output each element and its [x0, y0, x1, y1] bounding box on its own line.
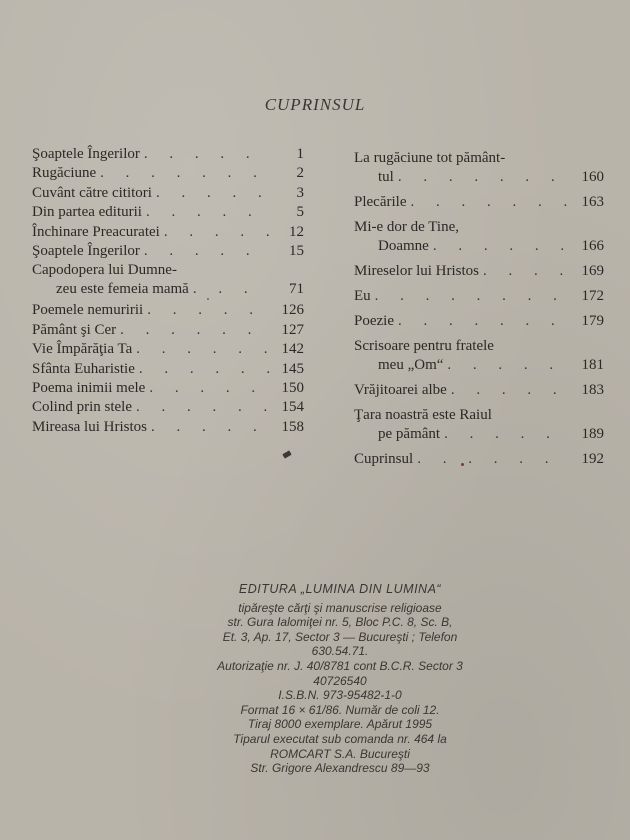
- toc-entry-page: 145: [281, 360, 304, 377]
- toc-entry-title: Poemele nemuririi: [32, 302, 144, 319]
- toc-entry: [32, 261, 304, 299]
- imprint-line: Str. Grigore Alexandrescu 89—93: [250, 761, 430, 776]
- paper-speck: [461, 463, 464, 466]
- toc-entry-page: 192: [581, 451, 604, 467]
- toc-entry: [32, 164, 304, 183]
- publisher-imprint: [150, 582, 530, 776]
- toc-entry: [354, 287, 604, 306]
- toc-entry-page: 12: [289, 223, 304, 240]
- toc-entry-title: Din partea editurii: [32, 204, 142, 221]
- imprint-line: ROMCART S.A. Bucureşti: [270, 746, 410, 761]
- toc-entry-page: 158: [281, 418, 304, 435]
- toc-entry-title: Vrăjitoarei albe: [354, 382, 447, 398]
- toc-entry-page: 142: [281, 341, 304, 358]
- toc-entry-page: 1: [296, 146, 304, 162]
- toc-entry-title: Scrisoare pentru fratele: [354, 338, 494, 354]
- toc-entry-title: Poezie: [354, 313, 394, 329]
- toc-entry: [32, 418, 304, 437]
- toc-entry-page: 183: [581, 382, 604, 398]
- toc-entry: [32, 398, 304, 417]
- toc-entry-title: Mireselor lui Hristos: [354, 263, 479, 279]
- toc-entry-page: 154: [281, 399, 304, 416]
- publisher-name: EDITURA „LUMINA DIN LUMINA“: [238, 582, 442, 596]
- toc-entry-page: 15: [289, 242, 304, 259]
- toc-entry-title: Cuprinsul: [354, 451, 414, 467]
- toc-entry: [32, 242, 304, 261]
- imprint-line: I.S.B.N. 973-95482-1-0: [278, 688, 402, 703]
- toc-entry-page: 5: [296, 204, 304, 221]
- toc-entry-page: 126: [281, 302, 304, 319]
- toc-entry-page: 189: [581, 426, 604, 442]
- toc-entry-title: La rugăciune tot pământ-: [354, 150, 506, 166]
- toc-entry-title: Pământ şi Cer: [32, 321, 117, 338]
- toc-entry: [32, 321, 304, 340]
- toc-entry-title: Şoaptele Îngerilor: [32, 146, 140, 162]
- toc-entry: [354, 218, 604, 256]
- toc-entry-title: Poema inimii mele: [32, 379, 146, 396]
- toc-entry-title: Eu: [354, 288, 371, 304]
- toc-entry-page: 166: [581, 238, 604, 254]
- toc-entry-title: Sfânta Euharistie: [32, 360, 135, 377]
- toc-entry-page: 163: [581, 194, 604, 210]
- toc-entry: [354, 337, 604, 375]
- toc-entry-page: 160: [581, 169, 604, 185]
- toc-entry-title-cont: meu „Om“: [378, 357, 444, 373]
- toc-entry: [32, 223, 304, 242]
- toc-entry-page: 2: [296, 165, 304, 182]
- imprint-line: Et. 3, Ap. 17, Sector 3 — Bucureşti ; Telefon: [222, 629, 458, 644]
- imprint-line: tipăreşte cărţi şi manuscrise religioase: [238, 600, 442, 615]
- toc-entry-page: 127: [281, 321, 304, 338]
- toc-entry: [32, 301, 304, 320]
- imprint-line: str. Gura Ialomiţei nr. 5, Bloc P.C. 8, Sc. B,: [227, 615, 453, 630]
- toc-entry: [32, 340, 304, 359]
- toc-entry: [354, 149, 604, 187]
- toc-entry-page: 172: [581, 288, 604, 304]
- imprint-line: Format 16 × 61/86. Număr de coli 12.: [240, 702, 440, 717]
- toc-entry-title: Şoaptele Îngerilor: [32, 242, 140, 259]
- toc-entry-page: 179: [581, 313, 604, 329]
- toc-entry: [354, 450, 604, 469]
- toc-entry-page: 169: [581, 263, 604, 279]
- toc-left-column: [32, 145, 304, 437]
- toc-entry-title: Plecările: [354, 194, 407, 210]
- toc-entry-title: Rugăciune: [32, 165, 97, 182]
- toc-heading: CUPRINSUL: [264, 95, 366, 114]
- toc-entry: [354, 381, 604, 400]
- toc-entry-page: 3: [296, 184, 304, 201]
- toc-entry-title: Mi-e dor de Tine,: [354, 219, 459, 235]
- toc-entry-title-cont: tul: [378, 169, 394, 185]
- toc-entry: [32, 184, 304, 203]
- toc-entry: [354, 406, 604, 444]
- imprint-line: 630.54.71.: [311, 644, 369, 659]
- toc-entry-title: Cuvânt către cititori: [32, 184, 152, 201]
- toc-entry: [32, 145, 304, 164]
- toc-entry: [32, 360, 304, 379]
- toc-entry-page: 150: [281, 379, 304, 396]
- paper-speck: [207, 298, 209, 300]
- toc-entry: [354, 262, 604, 281]
- toc-entry: [354, 193, 604, 212]
- toc-entry-title: Colind prin stele: [32, 399, 132, 416]
- toc-entry: [354, 312, 604, 331]
- toc-entry-title-cont: pe pământ: [378, 426, 441, 442]
- toc-entry-page: 181: [581, 357, 604, 373]
- toc-entry-title: Vie Împărăţia Ta: [32, 341, 133, 358]
- toc-entry-title: Ţara noastră este Raiul: [354, 407, 492, 423]
- toc-entry: [32, 203, 304, 222]
- toc-entry-title: Mireasa lui Hristos: [32, 418, 147, 435]
- toc-right-column: [354, 149, 604, 475]
- toc-entry-title: Capodopera lui Dumne-: [32, 262, 177, 279]
- toc-entry-page: 71: [289, 281, 304, 298]
- toc-entry-title-cont: zeu este femeia mamă: [56, 281, 189, 298]
- toc-entry-title-cont: Doamne: [378, 238, 429, 254]
- toc-entry: [32, 379, 304, 398]
- imprint-line: Autorizaţie nr. J. 40/8781 cont B.C.R. Sector 3: [217, 658, 463, 673]
- imprint-line: Tiraj 8000 exemplare. Apărut 1995: [247, 717, 433, 732]
- imprint-line: 40726540: [313, 673, 367, 688]
- imprint-line: Tiparul executat sub comanda nr. 464 la: [233, 731, 447, 746]
- toc-entry-title: Închinare Preacuratei: [32, 223, 160, 240]
